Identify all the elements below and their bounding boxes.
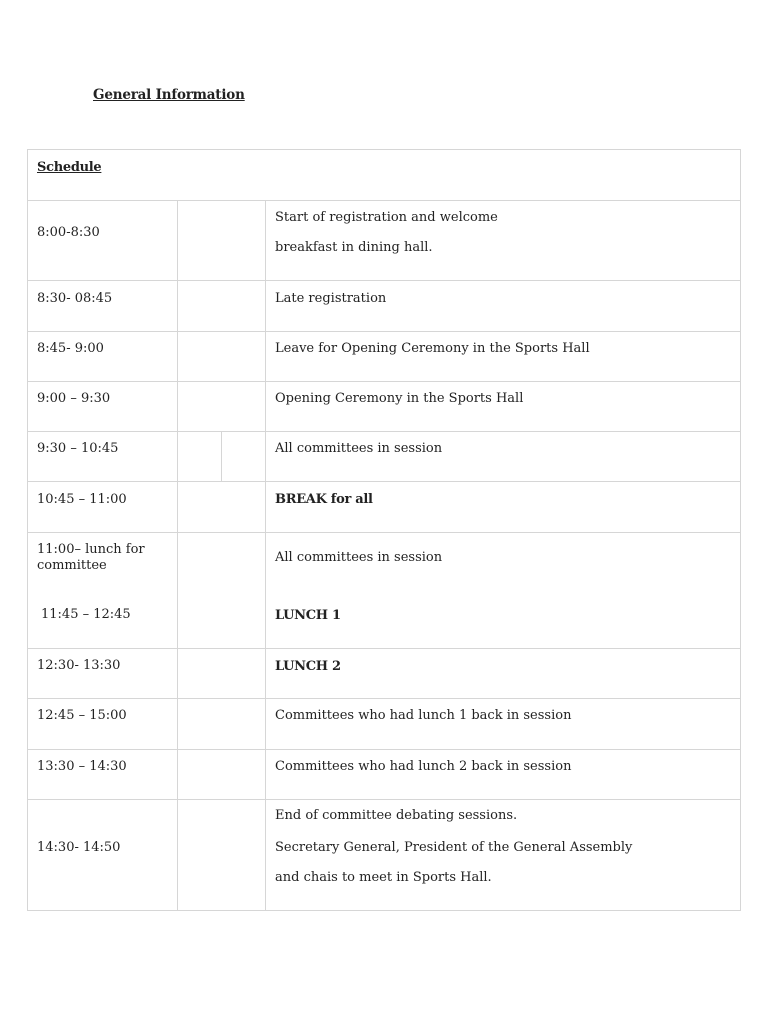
column-divider-2 <box>265 200 266 911</box>
row-event: Committees who had lunch 2 back in session <box>275 759 572 774</box>
row-time: 11:45 – 12:45 <box>41 607 131 622</box>
row-event: All committees in session <box>275 550 443 565</box>
row-event: Opening Ceremony in the Sports Hall <box>275 391 524 406</box>
table-border-left <box>27 149 28 911</box>
row-time: 8:00-8:30 <box>37 225 100 240</box>
row-event: Secretary General, President of the General Assembly <box>275 840 633 855</box>
row-event: All committees in session <box>275 441 443 456</box>
row-time: 8:45- 9:00 <box>37 341 104 356</box>
row-time: 9:30 – 10:45 <box>37 441 119 456</box>
row-event: End of committee debating sessions. <box>275 808 518 823</box>
row-divider <box>27 200 741 201</box>
row-time: 12:45 – 15:00 <box>37 708 127 723</box>
table-border-top <box>27 149 741 150</box>
row-event: Start of registration and welcome <box>275 210 498 225</box>
row-event: LUNCH 1 <box>275 608 341 623</box>
column-divider-1 <box>177 200 178 911</box>
row-event: BREAK for all <box>275 492 373 507</box>
row-time: committee <box>37 558 107 573</box>
schedule-header: Schedule <box>37 160 102 175</box>
row-divider <box>27 532 741 533</box>
row-time: 8:30- 08:45 <box>37 291 113 306</box>
row-event: Leave for Opening Ceremony in the Sports Hall <box>275 341 590 356</box>
row-divider <box>27 431 741 432</box>
row-divider <box>27 648 741 649</box>
row-event: LUNCH 2 <box>275 659 341 674</box>
row-event: breakfast in dining hall. <box>275 240 433 255</box>
row-time: 11:00– lunch for <box>37 542 145 557</box>
table-border-bottom <box>27 910 741 911</box>
schedule-table <box>27 149 741 911</box>
row-time: 10:45 – 11:00 <box>37 492 127 507</box>
row-divider <box>27 749 741 750</box>
row-time: 9:00 – 9:30 <box>37 391 111 406</box>
row-divider <box>27 799 741 800</box>
document-title: General Information <box>93 87 245 103</box>
row-time: 14:30- 14:50 <box>37 840 121 855</box>
split-cell-divider <box>221 432 222 482</box>
row-divider <box>27 381 741 382</box>
table-border-right <box>740 149 741 911</box>
row-event: and chais to meet in Sports Hall. <box>275 870 492 885</box>
row-divider <box>27 481 741 482</box>
row-event: Late registration <box>275 291 387 306</box>
row-time: 13:30 – 14:30 <box>37 759 127 774</box>
row-time: 12:30- 13:30 <box>37 658 121 673</box>
row-divider <box>27 331 741 332</box>
row-event: Committees who had lunch 1 back in session <box>275 708 572 723</box>
row-divider <box>27 698 741 699</box>
row-divider <box>27 280 741 281</box>
